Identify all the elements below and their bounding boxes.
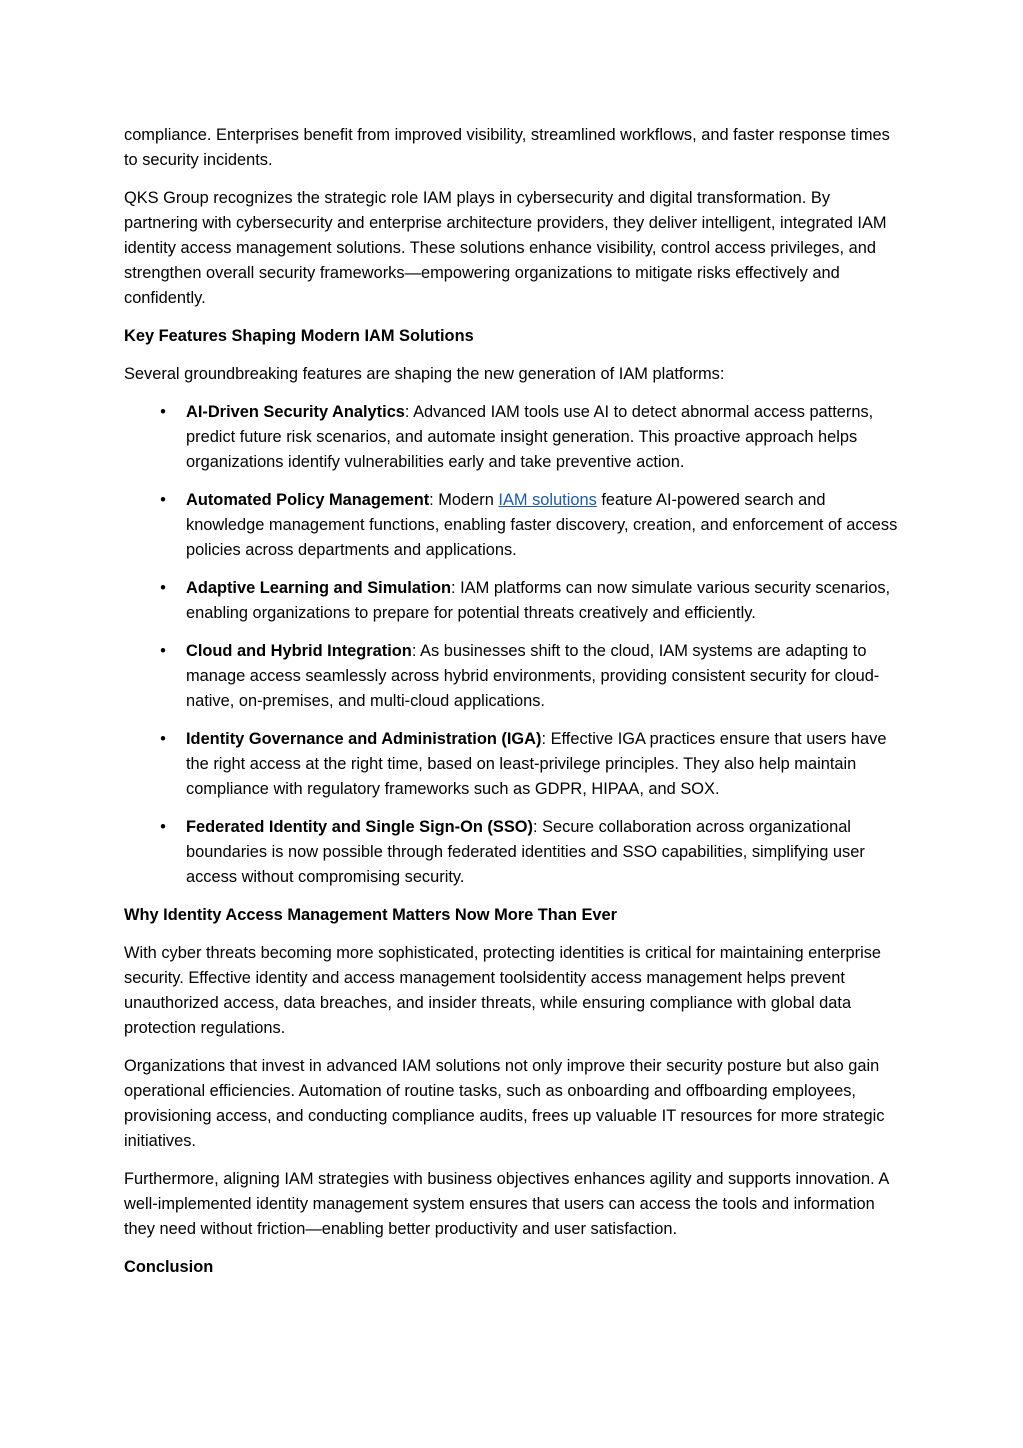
- bullet-icon: •: [160, 730, 166, 748]
- list-item: [124, 576, 902, 626]
- list-item: [124, 400, 902, 475]
- paragraph-features-intro: Several groundbreaking features are shaping the new generation of IAM platforms:: [124, 365, 725, 383]
- paragraph-compliance: compliance. Enterprises benefit from improved visibility, streamlined workflows, and faster response times to security incidents.: [124, 126, 890, 169]
- list-item: [124, 727, 902, 802]
- bullet-icon: •: [160, 579, 166, 597]
- feature-title: AI-Driven Security Analytics: [186, 403, 405, 421]
- feature-text: : Modern: [429, 491, 499, 509]
- paragraph-furthermore: Furthermore, aligning IAM strategies with business objectives enhances agility and supports innovation. A well-implemented identity management system ensures that users can access the tools and information they need without friction—enabling better productivity and user satisfaction.: [124, 1170, 889, 1238]
- list-item: [124, 815, 902, 890]
- feature-text: : As businesses shift to the cloud, IAM systems are adapting to manage access seamlessly across hybrid environments, providing consistent security for cloud-native, on-premises, and multi-cloud applications.: [186, 642, 880, 710]
- feature-title: Federated Identity and Single Sign-On (SSO): [186, 818, 533, 836]
- features-list: [124, 400, 902, 890]
- list-item: [124, 639, 902, 714]
- feature-title: Adaptive Learning and Simulation: [186, 579, 452, 597]
- feature-text: : Secure collaboration across organizational boundaries is now possible through federated identities and SSO capabilities, simplifying user access without compromising security.: [186, 818, 865, 886]
- heading-why-iam: Why Identity Access Management Matters Now More Than Ever: [124, 906, 618, 924]
- paragraph-organizations: Organizations that invest in advanced IAM solutions not only improve their security posture but also gain operational efficiencies. Automation of routine tasks, such as onboarding and offboarding employees, provisioning access, and conducting compliance audits, frees up valuable IT resources for more strategic initiatives.: [124, 1057, 885, 1150]
- heading-key-features: Key Features Shaping Modern IAM Solutions: [124, 327, 474, 345]
- feature-text: : Advanced IAM tools use AI to detect abnormal access patterns, predict future risk scenarios, and automate insight generation. This proactive approach helps organizations identify vulnerabilities early and take preventive action.: [186, 403, 874, 471]
- paragraph-cyber-threats: With cyber threats becoming more sophisticated, protecting identities is critical for maintaining enterprise security. Effective identity and access management toolsidentity access management helps prevent unauthorized access, data breaches, and insider threats, while ensuring compliance with global data protection regulations.: [124, 944, 882, 1037]
- bullet-icon: •: [160, 491, 166, 509]
- feature-title: Cloud and Hybrid Integration: [186, 642, 412, 660]
- iam-solutions-link[interactable]: IAM solutions: [498, 491, 597, 509]
- feature-text: feature AI-powered search and knowledge management functions, enabling faster discovery, creation, and enforcement of access policies across departments and applications.: [186, 491, 898, 559]
- paragraph-qks-group: QKS Group recognizes the strategic role IAM plays in cybersecurity and digital transformation. By partnering with cybersecurity and enterprise architecture providers, they deliver intelligent, integrated IAM identity access management solutions. These solutions enhance visibility, control access privileges, and strengthen overall security frameworks—empowering organizations to mitigate risks effectively and confidently.: [124, 189, 887, 307]
- heading-conclusion: Conclusion: [124, 1258, 214, 1276]
- feature-title: Automated Policy Management: [186, 491, 430, 509]
- feature-text: : IAM platforms can now simulate various security scenarios, enabling organizations to prepare for potential threats creatively and efficiently.: [186, 579, 891, 622]
- document-body: [124, 123, 902, 1293]
- bullet-icon: •: [160, 403, 166, 421]
- bullet-icon: •: [160, 642, 166, 660]
- list-item: [124, 488, 902, 563]
- bullet-icon: •: [160, 818, 166, 836]
- feature-title: Identity Governance and Administration (IGA): [186, 730, 542, 748]
- feature-text: : Effective IGA practices ensure that users have the right access at the right time, based on least-privilege principles. They also help maintain compliance with regulatory frameworks such as GDPR, HIPAA, and SOX.: [186, 730, 887, 798]
